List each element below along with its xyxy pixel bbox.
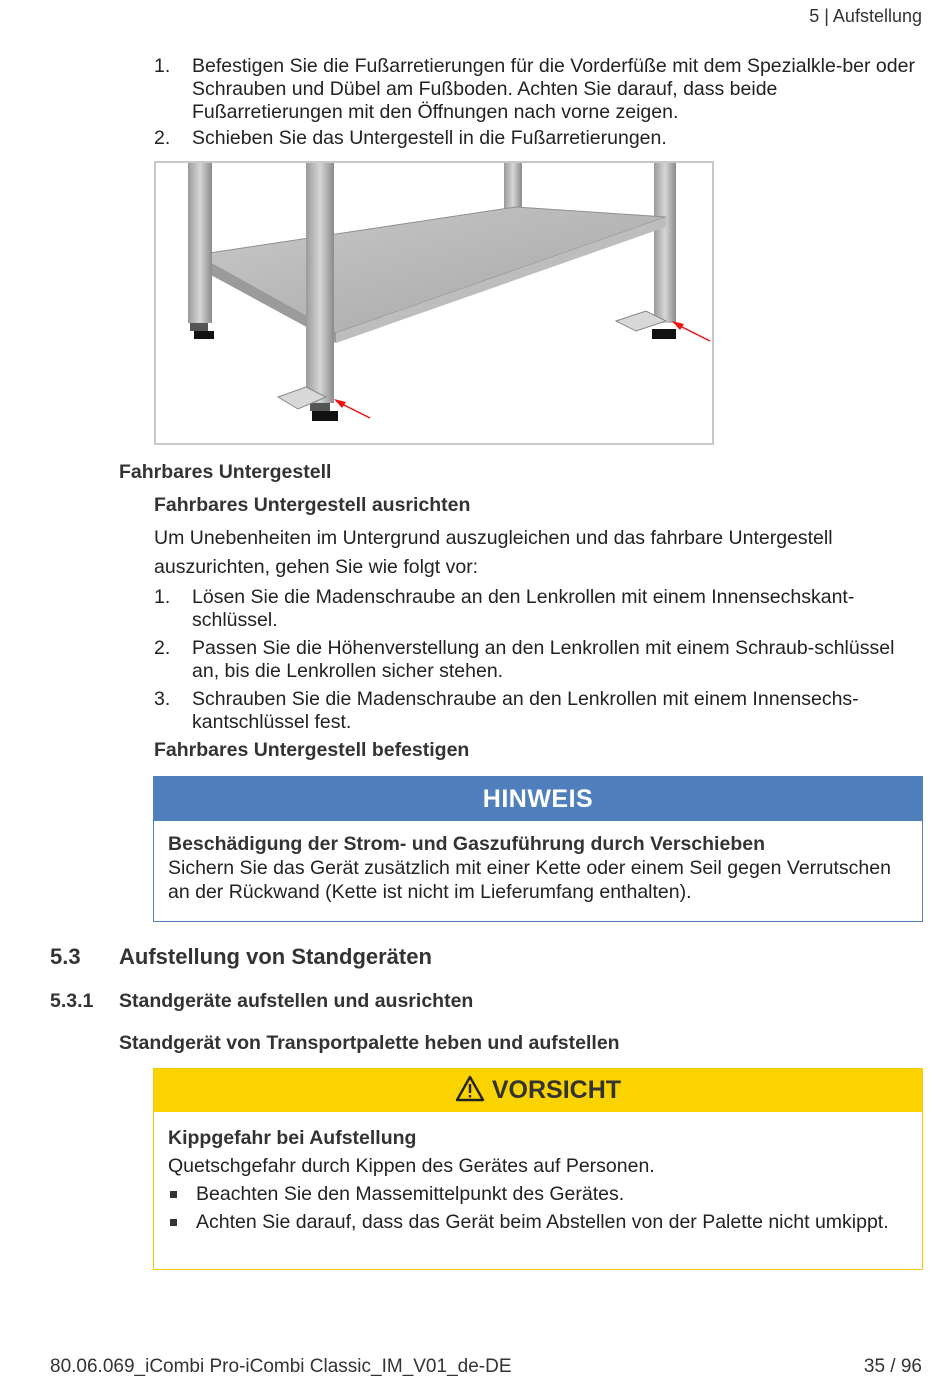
list-item [168, 1182, 908, 1206]
step-text: Befestigen Sie die Fußarretierungen für die Vorderfüße mit dem Spezialkle-ber oder Schrauben und Dübel am Fußboden. Achten Sie darauf, dass beide Fußarretierungen mit den Öffnungen nach vorne zeigen. [192, 55, 915, 123]
bullet-text: Beachten Sie den Massemittelpunkt des Gerätes. [196, 1183, 625, 1205]
caution-subtitle: Kippgefahr bei Aufstellung [168, 1127, 417, 1149]
steps-list-top [154, 55, 924, 153]
foot-pad [194, 331, 214, 339]
list-item [154, 127, 924, 150]
section-number: 5.3 [50, 944, 81, 969]
underframe-illustration [156, 163, 712, 443]
notice-subtitle: Beschädigung der Strom- und Gaszuführung durch Verschieben [168, 833, 765, 855]
step-number: 2. [154, 637, 171, 659]
underframe-figure [154, 161, 714, 445]
step-text: Schieben Sie das Untergestell in die Fußarretierungen. [192, 127, 667, 149]
list-item [154, 586, 924, 632]
caution-text: Quetschgefahr durch Kippen des Gerätes auf Personen. [168, 1155, 655, 1177]
subheading: Standgerät von Transportpalette heben und aufstellen [119, 1032, 620, 1054]
warning-triangle-icon [455, 1075, 485, 1102]
caution-box [153, 1068, 923, 1270]
arrow-head-icon [672, 321, 684, 330]
running-header: 5 | Aufstellung [809, 6, 922, 26]
step-number: 3. [154, 688, 171, 710]
caution-title: VORSICHT [491, 1076, 622, 1104]
list-item [168, 1210, 908, 1234]
footer-page-number: 35 / 96 [863, 1356, 922, 1377]
front-leg [188, 163, 212, 323]
footer-doc-id: 80.06.069_iCombi Pro-iCombi Classic_IM_V01_de-DE [50, 1356, 512, 1377]
section-heading: Fahrbares Untergestell [119, 461, 332, 483]
subheading: Fahrbares Untergestell ausrichten [154, 494, 471, 516]
notice-box [153, 776, 923, 922]
bullet-icon [170, 1191, 177, 1198]
section-5-3-1-heading [50, 990, 474, 1013]
subheading: Fahrbares Untergestell befestigen [154, 739, 470, 761]
step-text: Passen Sie die Höhenverstellung an den Lenkrollen mit einem Schraub-schlüssel an, bis die Lenkrollen sicher stehen. [192, 637, 895, 682]
list-item [154, 637, 924, 683]
list-item [154, 688, 924, 734]
foot-pad [312, 411, 338, 421]
caution-header [154, 1069, 922, 1112]
section-title: Aufstellung von Standgeräten [119, 944, 432, 969]
step-number: 2. [154, 127, 171, 149]
foot-pad [652, 329, 676, 339]
step-number: 1. [154, 586, 171, 608]
section-5-3-heading [50, 944, 432, 970]
step-text: Schrauben Sie die Madenschraube an den Lenkrollen mit einem Innensechs-kantschlüssel fest. [192, 688, 859, 733]
list-item [154, 55, 924, 124]
notice-text: Sichern Sie das Gerät zusätzlich mit einer Kette oder einem Seil gegen Verrutschen an der Rückwand (Kette ist nicht im Lieferumfang enthalten). [168, 857, 891, 903]
shelf [196, 207, 666, 333]
front-leg [306, 163, 334, 403]
foot [310, 403, 330, 411]
back-leg [654, 163, 676, 323]
foot [190, 323, 208, 331]
bullet-icon [170, 1219, 177, 1226]
step-number: 1. [154, 55, 171, 77]
intro-paragraph: Um Unebenheiten im Untergrund auszugleichen und das fahrbare Untergestell auszurichten, gehen Sie wie folgt vor: [154, 527, 833, 578]
steps-list-mobile [154, 586, 924, 737]
arrow-head-icon [334, 399, 346, 408]
step-text: Lösen Sie die Madenschraube an den Lenkrollen mit einem Innensechskant-schlüssel. [192, 586, 855, 631]
bullet-text: Achten Sie darauf, dass das Gerät beim Abstellen von der Palette nicht umkippt. [196, 1211, 889, 1233]
notice-title: HINWEIS [154, 777, 922, 821]
section-title: Standgeräte aufstellen und ausrichten [119, 990, 474, 1012]
section-number: 5.3.1 [50, 990, 94, 1012]
